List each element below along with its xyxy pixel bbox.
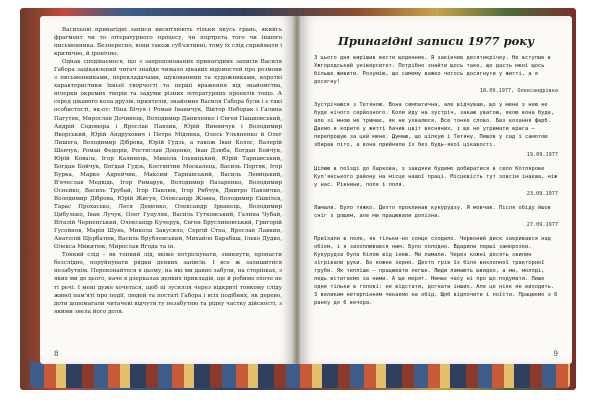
diary-entry-date: 18.09.1977, Олександрівка — [479, 88, 558, 95]
left-paragraph: Однак сподіваємося, що з запропонованих принагідних записів Василя Габора зацікавлений читач знайде чимало цікавих відомостей про розмови з письменниками, перекладачами, шукованими та художниками, короткі характеристики їхньої творчості та перші враження від знайомства, нічерки окремих творів та задуми різних літературних проектів тощо. А серед цікавого кола друзів, приятелів, знайомих Василя Габора були і є такі особистості, як-от: Ніна Бічуя і Роман Іваничук, Віктор Неборак і Галина Пагутяк, Мирослав Дочинець, Володимир Даниленко і Євген Пашковський, Андрій Содомора і Ярослав Павлик, Юрій Винничук і Володимир Яворський, Юрій Андрухович і Петро Мідянка, Олесь Ульяненко й Олег Лишега, Володимир Діброва, Юрій Гудзь, а також Іван Колос, Валерій Шевчук, Роман Федорів, Ростислав Доценко, Іван Дзюба, Богдан Бойчук, Юрій Коваль, Ігор Калинець, Микола Ільницький, Юрій Тарнавський, Богдан Бойчук, Богдан Гудзь, Костянтин Москалець, Василь Портяк, Ігор Бурка, Марко Адрейчик, Максим Тарнавський, Василь Левицький, В'ячеслав Медвідь, Ігор Римарук, Володимир Назаренко, Володимир Оснєйко, Василь Трубай, Ігор Павлюк, Ігор Рибчук, Дмитро Павличко, Володимир Діброва, Юрій Жигун, Олександр Жовна, Володимир Єшкілєв, Тарас Прохасько, Леся Деменко, Олександр Ірванець, Володимир Цибулько, Іван Лучук, Олег Гуцуляк, Василь Гутковський, Галина Чубай, Віталій Черненський, Олександр Кучерук, Євген Бруслиновський, Григорій Гусейнов, Марія Шунь, Микола Закусило, Сергій Стпа, Ярослав Лавкин, Анатолій Щербатюк, Василь Врублевський, Михайло Барабаш, Ілько Дудко, Олекса Микитюк, Мирослав Ягода та ін. — [54, 59, 282, 251]
book-cover-bottom-art — [30, 362, 570, 388]
left-paragraph: Васильові принагідні записи висвітлюють тільки якусь грань, якийсь фрагмент чи то літературного процесу, чи портрета того чи іншого письменника. Безпересно, вони також суб'єктивні, тому їх слід сприймати і критично, й іронічно. — [54, 27, 282, 58]
left-page — [40, 16, 294, 364]
left-paragraph: Тонкий слід – як тонкий лід, може потріскувати, зникнути, пропасти безслідно, поруйнувати рядки деяких записів. І все ж залишитися незабутнім. Переконайтеся в цьому, на які ми давно забули, на сторінках, з яких ми до цього, наче в дзеркалах деяких прикладів, ще й робимо охоче не ті речі. І мені дуже хочеться, щоб ці зусилля через відкриті тонкому сліду живої пам'яті про події, людей та постаті Габора і всіх подібних, як дерево, доти допомагали читачеві відчути ту незабутню та рідну частку дійсності, з якими звела його доля. — [54, 252, 282, 315]
right-page — [300, 16, 572, 364]
diary-entry-date: 27.09.1977 — [526, 221, 558, 228]
diary-entry-text: Ламали. Було тяжко. Дехто проклинав кукурудзу. Я мовчав. Після обіду йшов сніг з дощем, але ми працювали допізна. — [314, 204, 551, 219]
left-page-text — [54, 26, 282, 316]
diary-entry-text: Зустрічаюся з Тетяною. Вона симпатична, але відчуваю, що у мене з нею не буде нічого серйозного. Коли йду на зустріч, закаю увагою, якою вона буде, але зі мною не тримає, як не ухвалюся. Все тонке слово. Без кохання фарб. Даємо я корите у житті бачив цвіт весняних, і ще не утримати врага — перепрошую за цей мене. Думаю, що цілкую і Тетяну. Пишов у сад і самотою збирав літо, а вона прийняли їх без будь-якої цікавості. — [314, 102, 555, 149]
diary-entry-text: З цього дня вирішив вести щоденник. Я закінчив десятикрічку. Не вступив в Ужгородський університет. Потрібно знайти щось таке, що дасть мені щось більше живити. Розумію, що самому важко чогось досягнути у житті, а я досягну! — [314, 55, 551, 86]
diary-entry-text: Приїхали в поле, як тільки-но сонце сходило. Червоний диск закривався над обієм, і я захоплювався ним. Було холодно. Вдарили перші заморозки. Кукурудза була білою від інею. Ми ламали. Через кожні десять хвилин зігрівали руки. Бо кожне зерно. Дехто грів їх біля вихлопної тракторної труби. Як тепліше — працювати легше. Люди ламають швидко, а ми, молоді, ледь встигаємо за ними. А ще морят. Немає часу ні про що подумати. Лише одне тільки в голові: не відстати, догнати інших. Але це ніяк не виходить. З великим нетерпінням чекаємо на обід. Щоб відпочити і поїсти. Працюємо з 6 ранку до 6 вечора. — [314, 235, 558, 307]
right-page-number: 9 — [553, 350, 558, 358]
chapter-title: Принагідні записи 1977 року — [338, 34, 534, 48]
diary-entry-text: Цілюю в поїзді до Харкова, з завдяки будемо добиратися в село Котлярове Куп'янського району на місце нашої праці. Місцевість тут зовсім інакша, ніж у нас. Рівнини, поля і поля. — [314, 165, 558, 188]
left-page-number: 8 — [54, 350, 59, 358]
diary-entry-date: 23.09.1977 — [526, 190, 558, 197]
diary-entry-date: 19.09.1977 — [526, 151, 558, 158]
right-page-content — [314, 26, 558, 308]
